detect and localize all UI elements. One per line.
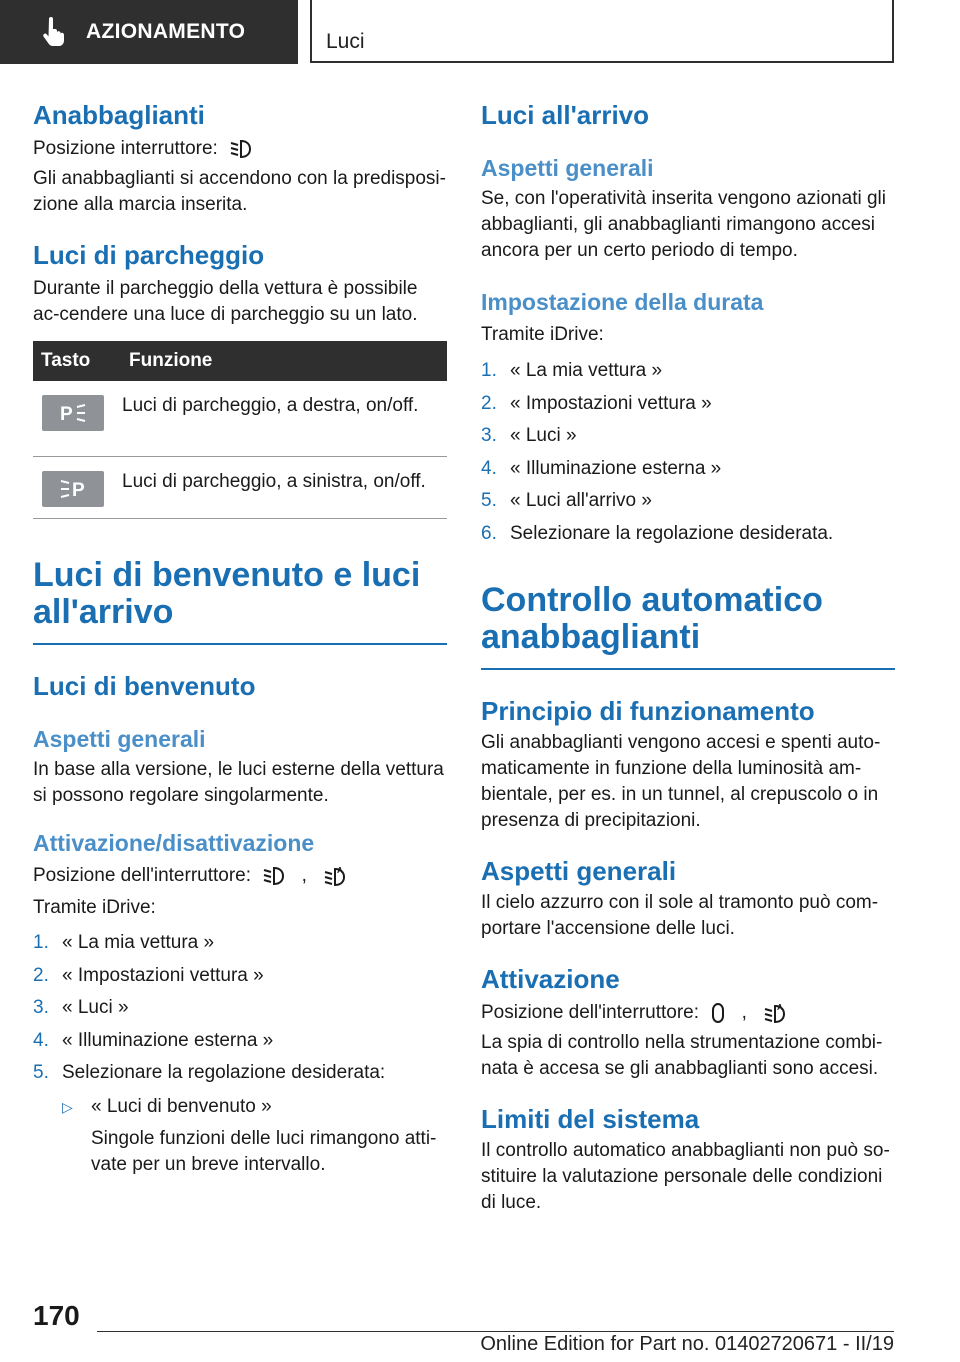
activation-switch-line xyxy=(481,1000,895,1026)
svg-text:P: P xyxy=(72,480,85,500)
list-item: 6. Selezionare la regolazione desiderata. xyxy=(481,522,834,544)
arrival-general-desc: Se, con l'operatività inserita vengono azionati gli abbaglianti, gli anabbaglianti rimangono accesi ancora per un certo periodo di tempo. xyxy=(481,188,886,261)
left-column xyxy=(33,100,447,1178)
table-row xyxy=(33,457,447,519)
auto-low-beam-icon xyxy=(322,865,348,887)
triangle-bullet-icon: ▷ xyxy=(62,1098,73,1115)
arrival-idrive-label: Tramite iDrive: xyxy=(481,324,604,345)
svg-text:A: A xyxy=(337,865,343,875)
parking-desc: Durante il parcheggio della vettura è possibile ac-cendere una luce di parcheggio su un lato. xyxy=(33,278,418,325)
activation-desc: La spia di controllo nella strumentazione combi-nata è accesa se gli anabbaglianti sono accesi. xyxy=(481,1032,883,1079)
low-beam-desc: Gli anabbaglianti si accendono con la predisposi-zione alla marcia inserita. xyxy=(33,168,446,215)
page-number: 170 xyxy=(33,1300,80,1331)
comma-separator: , xyxy=(741,1002,747,1023)
welcome-switch-line xyxy=(33,863,447,889)
arrival-general-heading: Aspetti generali xyxy=(481,155,654,181)
list-item: 1. « La mia vettura » xyxy=(481,360,663,381)
activation-switch-label: Posizione dell'interruttore: xyxy=(481,1002,700,1023)
table-header-function: Funzione xyxy=(121,341,447,381)
auto-section-heading: Controllo automatico anabbaglianti xyxy=(481,582,895,670)
welcome-switch-label: Posizione dell'interruttore: xyxy=(33,865,252,886)
limits-heading: Limiti del sistema xyxy=(481,1104,700,1134)
welcome-general-heading: Aspetti generali xyxy=(33,726,206,752)
chapter-title: Luci xyxy=(326,30,365,53)
hand-pointer-icon xyxy=(40,17,66,47)
arrival-steps xyxy=(481,355,895,550)
welcome-idrive-label: Tramite iDrive: xyxy=(33,897,156,918)
limits-desc: Il controllo automatico anabbaglianti non può so-stituire la valutazione personale delle condizioni di luce. xyxy=(481,1140,890,1213)
parking-right-function: Luci di parcheggio, a destra, on/off. xyxy=(121,381,447,457)
welcome-general-desc: In base alla versione, le luci esterne della vettura si possono regolare singolarmente. xyxy=(33,759,444,806)
welcome-section-heading: Luci di benvenuto e luci all'arrivo xyxy=(33,557,447,645)
auto-low-beam-icon xyxy=(762,1002,788,1024)
list-item: 3. « Luci » xyxy=(33,997,129,1018)
parking-light-right-icon xyxy=(58,402,88,424)
sub-bullet-item: ▷ « Luci di benvenuto » xyxy=(62,1094,447,1120)
general-desc: Il cielo azzurro con il sole al tramonto può com-portare l'accensione delle luci. xyxy=(481,892,879,939)
footer-edition: Online Edition for Part no. 01402720671 - II/19 xyxy=(480,1333,894,1355)
parking-light-left-icon xyxy=(58,478,88,500)
section-tab-label: AZIONAMENTO xyxy=(86,20,246,43)
list-item: 5. Selezionare la regolazione desiderata: xyxy=(33,1062,386,1083)
right-column xyxy=(481,100,895,1216)
light-off-icon xyxy=(710,1002,726,1024)
welcome-steps xyxy=(33,927,447,1090)
parking-left-function: Luci di parcheggio, a sinistra, on/off. xyxy=(121,457,447,519)
list-item: 5. « Luci all'arrivo » xyxy=(481,490,652,511)
arrival-heading: Luci all'arrivo xyxy=(481,100,650,130)
principle-heading: Principio di funzionamento xyxy=(481,696,815,726)
duration-heading: Impostazione della durata xyxy=(481,289,764,315)
table-row xyxy=(33,381,447,457)
low-beam-heading: Anabbaglianti xyxy=(33,100,205,130)
activation-heading: Attivazione xyxy=(481,964,620,994)
welcome-heading: Luci di benvenuto xyxy=(33,671,256,701)
chapter-header xyxy=(310,0,894,63)
list-item: 1. « La mia vettura » xyxy=(33,932,215,953)
list-item: 2. « Impostazioni vettura » xyxy=(33,964,264,986)
parking-heading: Luci di parcheggio xyxy=(33,240,265,270)
comma-separator: , xyxy=(301,865,307,886)
sub-bullet-desc: Singole funzioni delle luci rimangono atti-vate per un breve intervallo. xyxy=(91,1127,437,1175)
low-beam-icon xyxy=(262,865,286,887)
parking-light-right-key xyxy=(42,395,104,431)
parking-light-left-key xyxy=(42,471,104,507)
list-item: 4. « Illuminazione esterna » xyxy=(481,457,722,479)
welcome-activation-heading: Attivazione/disattivazione xyxy=(33,830,315,856)
svg-text:A: A xyxy=(777,1002,783,1012)
footer-divider xyxy=(97,1331,894,1332)
list-item: 4. « Illuminazione esterna » xyxy=(33,1029,274,1051)
low-beam-switch-line xyxy=(33,136,447,162)
low-beam-switch-label: Posizione interruttore: xyxy=(33,138,218,159)
svg-text:P: P xyxy=(60,404,73,424)
list-item: 2. « Impostazioni vettura » xyxy=(481,392,712,414)
list-item: 3. « Luci » xyxy=(481,425,577,446)
parking-table xyxy=(33,341,447,519)
low-beam-icon xyxy=(229,138,253,160)
section-tab-block xyxy=(0,0,298,64)
general-heading: Aspetti generali xyxy=(481,856,677,886)
principle-desc: Gli anabbaglianti vengono accesi e spenti auto-maticamente in funzione della luminosità am-bientale, per es. in un tunnel, al crepuscolo o in presenza di precipitazioni. xyxy=(481,732,881,831)
table-header-key: Tasto xyxy=(33,341,121,381)
